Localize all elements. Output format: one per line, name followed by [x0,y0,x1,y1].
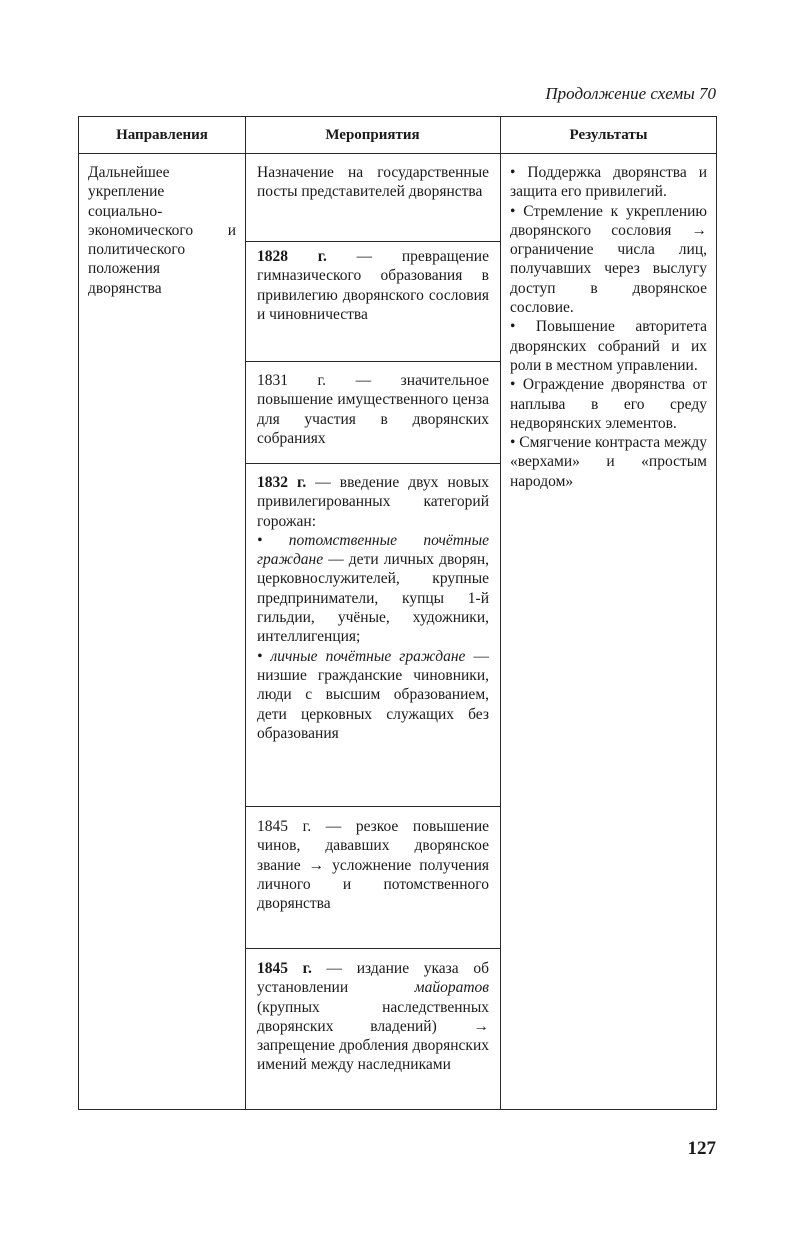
results-cell [510,163,707,491]
result-item: • Повышение авторитета дворянских собраний и их роли в местном управлении. [510,318,707,374]
header-directions: Направления [79,117,245,154]
header-measures: Мероприятия [245,117,500,154]
result-item: • Смягчение контраста между «верхами» и «простым народом» [510,434,707,490]
measure-text: Назначение на государственные посты представителей дворянства [257,164,489,201]
category-term: • потомственные почётные граждане [257,531,489,569]
row-divider [245,361,500,362]
measure-year: 1832 г. [257,474,307,491]
measure-text: — резкое повышение чинов, дававших дворянское звание → усложнение получения личного и потомственного дворянства [257,818,489,913]
measure-year: 1831 г. [257,372,327,389]
measure-cell-appointment [257,163,489,202]
column-divider [245,117,246,1109]
direction-cell: Дальнейшее укрепление социально-экономического и политического положения дворянства [88,164,236,297]
column-divider [500,117,501,1109]
row-divider [245,463,500,464]
measure-cell-1828 [257,247,489,324]
measure-year: 1828 г. [257,248,327,265]
scheme-table [78,116,717,1110]
header-results: Результаты [500,117,717,154]
row-divider [245,806,500,807]
result-item: • Ограждение дворянства от наплыва в его среду недворянских элементов. [510,376,707,432]
category-text: — дети личных дворян, церковнослужителей, крупные предприниматели, купцы 1-й гильдии, учёные, художники, интеллигенция; [257,551,489,646]
measure-year: 1845 г. [257,960,312,977]
scheme-caption: Продолжение схемы 70 [545,84,716,103]
measure-year: 1845 г. [257,818,312,835]
measure-cell-1832 [257,473,489,743]
measure-text: — издание указа об установлении [257,960,489,997]
measure-text: — введение двух новых привилегированных категорий горожан: [257,474,489,530]
measure-cell-1845-ranks [257,817,489,913]
measure-cell-1845-majorats [257,959,489,1075]
measure-cell-1831 [257,371,489,448]
category-text: — низшие гражданские чиновники, люди с высшим образованием, дети церковных служащих без образования [257,647,490,742]
measure-text: — значительное повышение имущественного ценза для участия в дворянских собраниях [257,372,489,447]
majorat-term: майоратов [414,979,489,997]
row-divider [245,948,500,949]
row-divider [245,241,500,242]
page-number: 127 [687,1138,716,1159]
result-item: • Стремление к укреплению дворянского сословия → ограничение числа лиц, получавших через выслугу доступ в дворянское сословие. [510,202,707,317]
result-item: • Поддержка дворянства и защита его привилегий. [510,164,707,201]
measure-text: (крупных наследственных дворянских владений) → запрещение дробления дворянских имений между наследниками [257,998,489,1074]
category-term: • личные почётные граждане [257,647,466,665]
measure-text: — превращение гимназического образования в привилегию дворянского сословия и чиновничества [257,248,489,323]
